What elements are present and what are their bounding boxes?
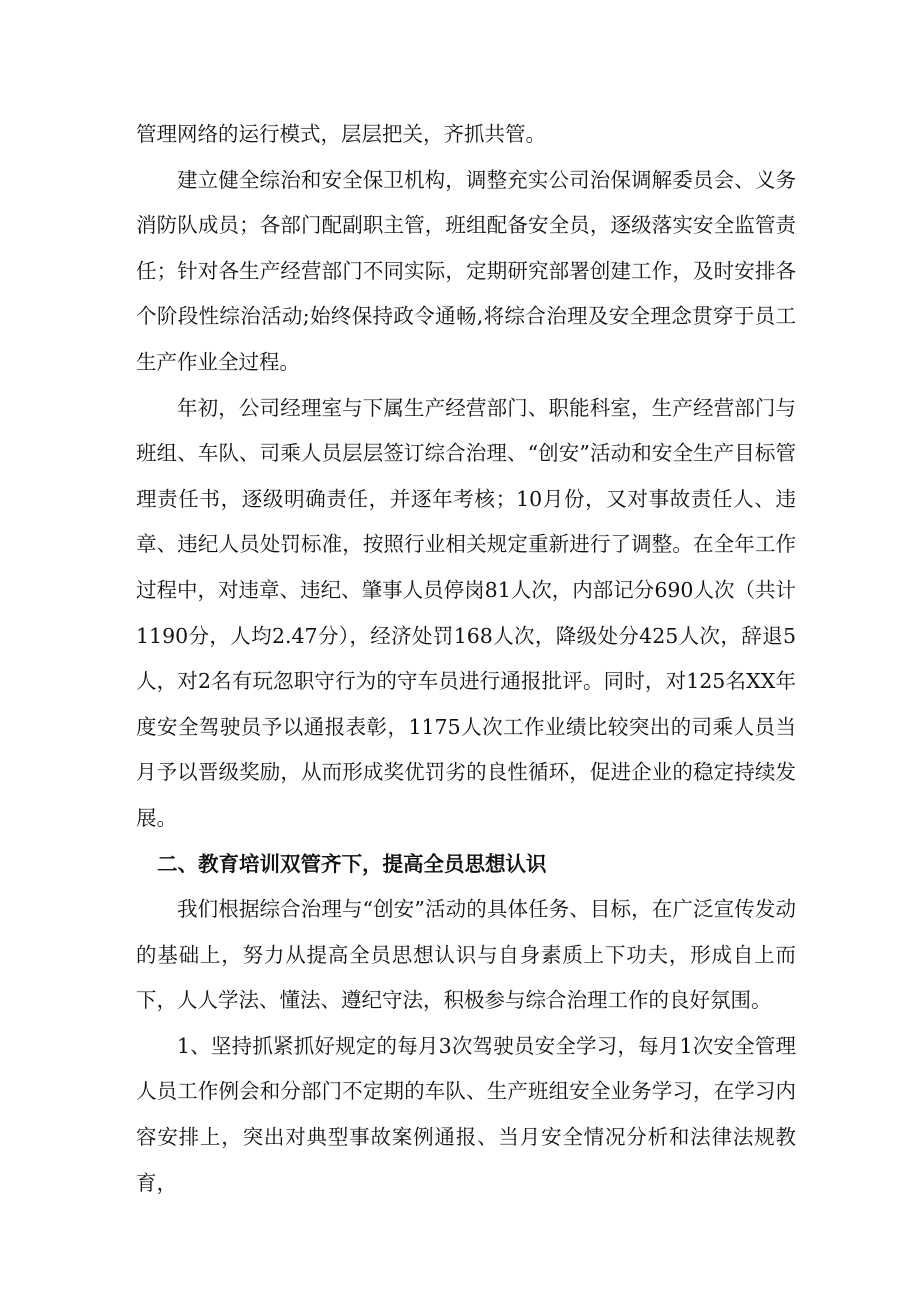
- paragraph-responsibility: 年初，公司经理室与下属生产经营部门、职能科室，生产经营部门与班组、车队、司乘人员层层签订综合治理、“创安”活动和安全生产目标管理责任书，逐级明确责任，并逐年考核；10月份，又对事故责任人、违章、违纪人员处罚标准，按照行业相关规定重新进行了调整。在全年工作过程中，对违章、违纪、肇事人员停岗81人次，内部记分690人次（共计1190分，人均2.47分），经济处罚168人次，降级处分425人次，辞退5人，对2名有玩忽职守行为的守车员进行通报批评。同时，对125名XX年度安全驾驶员予以通报表彰，1175人次工作业绩比较突出的司乘人员当月予以晋级奖励，从而形成奖优罚劣的良性循环，促进企业的稳定持续发展。: [136, 395, 796, 830]
- paragraph-organization: 建立健全综治和安全保卫机构，调整充实公司治保调解委员会、义务消防队成员；各部门配副职主管，班组配备安全员，逐级落实安全监管责任；针对各生产经营部门不同实际，定期研究部署创建工作，及时安排各个阶段性综治活动;始终保持政令通畅,将综合治理及安全理念贯穿于员工生产作业全过程。: [136, 167, 796, 374]
- paragraph-training-item-1: 1、坚持抓紧抓好规定的每月3次驾驶员安全学习，每月1次安全管理人员工作例会和分部门不定期的车队、生产班组安全业务学习，在学习内容安排上，突出对典型事故案例通报、当月安全情况分析和法律法规教育，: [136, 1033, 796, 1195]
- section-heading: 二、教育培训双管齐下，提高全员思想认识: [157, 851, 547, 876]
- paragraph-education: 我们根据综合治理与“创安”活动的具体任务、目标，在广泛宣传发动的基础上，努力从提高全员思想认识与自身素质上下功夫，形成自上而下，人人学法、懂法、遵纪守法，积极参与综合治理工作的良好氛围。: [136, 897, 796, 1013]
- paragraph-continuation: 管理网络的运行模式，层层把关，齐抓共管。: [136, 122, 546, 146]
- document-body: [136, 112, 796, 1206]
